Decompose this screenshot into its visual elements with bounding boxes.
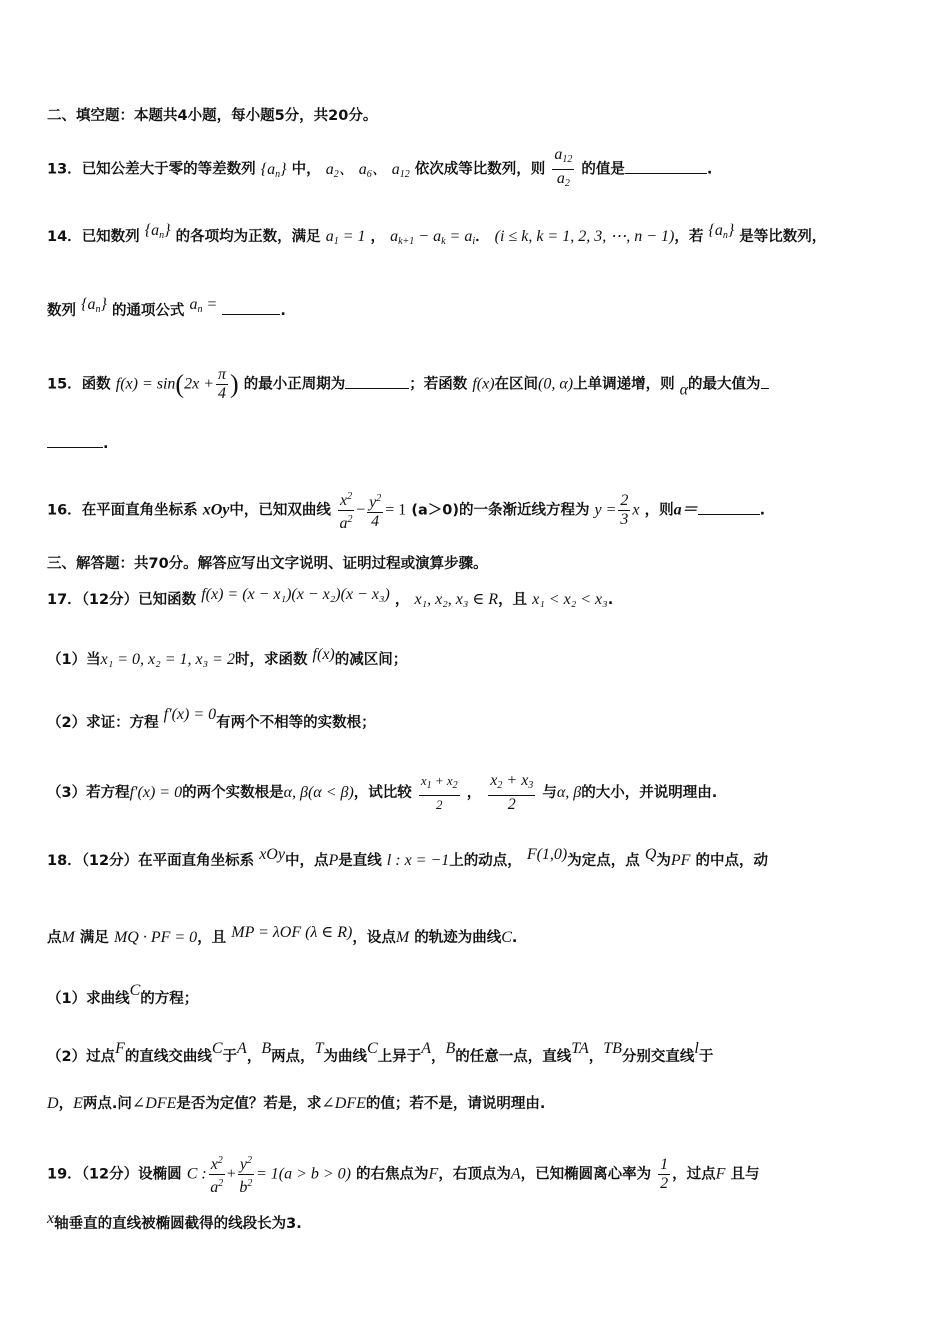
q18-text: 于: [698, 1049, 714, 1065]
q17-equation: f′(x) = 0: [163, 706, 217, 723]
q14-text: 已知数列: [81, 229, 140, 245]
q18-text: 的方程；: [140, 991, 199, 1007]
q17-text: 已知函数: [138, 592, 197, 608]
q18-angle: ∠DFE: [131, 1095, 177, 1112]
q15-text: 上单调递增，则: [573, 376, 675, 393]
q18-number: 18．: [47, 853, 82, 869]
q17-ab: α, β: [556, 784, 582, 801]
q18-text: （1）求曲线: [47, 991, 130, 1007]
q17-order: x₁ < x₂ < x₃: [532, 591, 608, 608]
q16-text: 中，已知双曲线: [229, 502, 331, 519]
q18-text: 分别交直线: [621, 1049, 695, 1065]
q18-text: 的中点，动: [695, 853, 768, 869]
q19-frac-x: $\frac{x^2}{a^2}$: [209, 1152, 225, 1197]
q16-frac-y: $\frac{y^2}{4}$: [367, 490, 383, 531]
q18-text: 中，点: [284, 853, 329, 869]
q19-text: ，右顶点为: [438, 1166, 511, 1183]
q18-text: 的轨迹为曲线: [414, 930, 502, 946]
answer-blank[interactable]: [761, 376, 769, 389]
question-14-cont: 数列 $\{a_n\}$ 的通项公式 $a_n$ = .: [47, 296, 286, 319]
q19-text: 设椭圆: [138, 1166, 182, 1183]
q19-number: 19．: [47, 1166, 82, 1183]
q17-text: 时，求函数: [234, 652, 308, 668]
question-13: 13．已知公差大于零的等差数列 $\{a_n\}$ 中， $a_2$、 $a_6$、 $a_{12}$ 依次成等比数列，则 $\frac{a_{12}}{a_2}$ 的值是 .: [47, 146, 712, 193]
q17-text: ，且: [498, 592, 528, 608]
q14-text: 是等比数列，: [739, 229, 827, 245]
q17-values: x₁ = 0, x₂ = 1, x₃ = 2: [100, 651, 235, 668]
question-18: 18．（12分）在平面直角坐标系 xOy中，点P是直线 l : x = −1上的动点， F(1,0)为定点，点 Q为PF 的中点，动: [47, 846, 768, 869]
q15-text: ；若函数: [409, 376, 468, 393]
q18-text: 在平面直角坐标系: [138, 853, 255, 869]
q18-text: 点: [47, 930, 62, 946]
q18-part-2: （2）过点F的直线交曲线C于A，B两点，T为曲线C上异于A，B的任意一点，直线TA，TB分别交直线l于: [47, 1040, 714, 1065]
q18-score: （12分）: [81, 853, 139, 869]
answer-blank[interactable]: [222, 302, 280, 315]
question-17: 17．（12分）已知函数 f(x) = (x − x₁)(x − x₂)(x − x₃) ， x₁, x₂, x₃ ∈ R，且 x₁ < x₂ < x₃.: [47, 586, 614, 608]
q17-text: 与: [542, 785, 557, 801]
q13-text: .: [706, 161, 713, 178]
section-2-heading: 二、填空题：本题共4小题，每小题5分，共20分。: [47, 108, 378, 124]
q19-frac-y: $\frac{y^2}{b^2}$: [238, 1152, 254, 1197]
question-15-cont: [47, 435, 109, 452]
q17-number: 17．: [47, 592, 82, 608]
q18-text: 满足: [79, 930, 109, 946]
q17-function: f(x) = (x − x₁)(x − x₂)(x − x₃): [201, 586, 390, 603]
q16-text: 在平面直角坐标系: [81, 502, 198, 519]
q18-part-1: （1）求曲线C的方程；: [47, 982, 199, 1007]
q16-xoy: xOy: [202, 501, 230, 519]
q18-text: ，且: [197, 930, 227, 946]
q15-fraction: $\frac{\pi}{4}$: [218, 366, 227, 402]
answer-blank[interactable]: [698, 502, 760, 515]
q18-F: F(1,0): [526, 846, 568, 863]
q17-part-3: （3）若方程f′(x) = 0的两个实数根是α, β(α < β)，试比较 $\frac{x_1 + x_2}{2}$ ， $\frac{x_2 + x_3}{2}$ 与α, β的大小，并说明理由.: [47, 772, 718, 813]
q18-xoy: xOy: [259, 846, 285, 863]
q19-score: （12分）: [81, 1166, 139, 1183]
q14-text: 数列: [47, 303, 76, 319]
q18-text: ，设点: [352, 930, 396, 946]
answer-blank[interactable]: [345, 376, 409, 389]
question-19-cont: x轴垂直的直线被椭圆截得的线段长为3.: [47, 1210, 302, 1232]
q17-text: 的大小，并说明理由.: [581, 785, 718, 801]
q19-text: 的右焦点为: [356, 1166, 429, 1183]
q16-a: a＝: [673, 501, 698, 519]
q17-part-2: [47, 706, 376, 732]
q14-text: .: [280, 303, 286, 319]
q18-text: 两点.问: [82, 1096, 132, 1112]
q18-text: 为定点，点: [567, 853, 640, 869]
q18-text: .: [511, 930, 518, 946]
q14-text: 的通项公式: [111, 303, 185, 319]
q13-text: 依次成等比数列，则: [414, 161, 546, 178]
answer-blank[interactable]: [625, 161, 707, 174]
q17-text: ，试比较: [353, 785, 412, 801]
q15-text: 的最大值为: [688, 376, 761, 393]
q18-text: 上异于: [377, 1049, 422, 1065]
q14-condition: (i ≤ k, k = 1, 2, 3, ⋯, n − 1): [494, 228, 675, 245]
q16-text: .: [759, 502, 766, 519]
q17-set: x₁, x₂, x₃ ∈ R: [414, 591, 499, 608]
q18-text: 的直线交曲线: [124, 1049, 212, 1065]
q17-part-1: （1）当x₁ = 0, x₂ = 1, x₃ = 2时，求函数 f(x)的减区间；: [47, 646, 408, 668]
q13-text: 中，: [291, 161, 321, 178]
q14-text: ，若: [674, 229, 704, 245]
q19-text: 且与: [730, 1166, 760, 1183]
q16-frac-x: $\frac{x^2}{a^2}$: [338, 488, 354, 533]
q15-text: .: [103, 436, 109, 452]
q13-number: 13．: [47, 161, 82, 178]
q17-frac-1: $\frac{x_1 + x_2}{2}$: [420, 773, 458, 812]
q15-text: 函数: [81, 376, 111, 393]
question-18-cont: 点M 满足 MQ · PF = 0，且 MP = λOF (λ ∈ R)，设点M 的轨迹为曲线C.: [47, 924, 518, 946]
q19-text: ，已知椭圆离心率为: [520, 1166, 652, 1183]
q15-text: 在区间: [494, 376, 539, 393]
q18-text: 为曲线: [323, 1049, 368, 1065]
q17-score: （12分）: [81, 592, 139, 608]
question-15: 15．函数 f(x) = sin(2x + $\frac{\pi}{4}$ ) 的最小正周期为 ；若函数 f(x)在区间(0, α)上单调递增，则 α的最大值为: [47, 366, 769, 403]
q14-text: 的各项均为正数，满足: [175, 229, 321, 245]
q14-number: 14．: [47, 229, 82, 245]
q18-text: 两点，: [271, 1049, 315, 1065]
q17-roots: α, β(α < β): [283, 784, 354, 801]
q13-text: 已知公差大于零的等差数列: [81, 161, 256, 178]
q18-text: 上的动点，: [449, 853, 522, 869]
q18-text: 是否为定值？若是，求: [176, 1096, 322, 1112]
q16-number: 16．: [47, 502, 82, 519]
q17-text: （3）若方程: [47, 785, 130, 801]
q18-condition-2: MP = λOF (λ ∈ R): [231, 924, 353, 941]
q17-text: 的两个实数根是: [182, 785, 284, 801]
q18-text: （2）过点: [47, 1049, 116, 1065]
q17-frac-2: $\frac{x_2 + x_3}{2}$: [490, 772, 534, 813]
q15-number: 15．: [47, 376, 82, 393]
q18-text: 是直线: [338, 853, 382, 869]
answer-blank[interactable]: [47, 435, 103, 448]
q17-text: 的减区间；: [334, 652, 408, 668]
q18-text: 为: [656, 853, 671, 869]
q19-text: ，过点: [672, 1166, 716, 1183]
q16-slope: $\frac{2}{3}$: [620, 492, 629, 528]
q17-text: （2）求证：方程: [47, 715, 159, 731]
q16-text: (a＞0)的一条渐近线方程为: [411, 502, 590, 519]
q17-text: （1）当: [47, 652, 101, 668]
q13-fraction: $\frac{a_{12}}{a_2}$: [554, 146, 573, 189]
q18-text: 于: [222, 1049, 238, 1065]
q18-line: l : x = −1: [386, 852, 450, 869]
q18-text: 的值；若不是，请说明理由.: [365, 1096, 546, 1112]
q18-part-2-cont: D，E两点.问∠DFE是否为定值？若是，求∠DFE的值；若不是，请说明理由.: [47, 1095, 546, 1112]
q17-equation: f′(x) = 0: [129, 784, 183, 801]
q19-eccentricity: $\frac{1}{2}$: [660, 1156, 669, 1192]
q18-condition-1: MQ · PF = 0: [113, 929, 198, 946]
q19-text: 轴垂直的直线被椭圆截得的线段长为3.: [54, 1216, 302, 1232]
q18-text: 的任意一点，直线: [455, 1049, 572, 1065]
question-16: 16．在平面直角坐标系 xOy中，已知双曲线 $\frac{x^2}{a^2}$ − $\frac{y^2}{4}$ = 1 (a＞0)的一条渐近线方程为 y = $\frac{2}{3}$ x ，则a＝ .: [47, 488, 765, 533]
section-3-heading: 三、解答题：共70分。解答应写出文字说明、证明过程或演算步骤。: [47, 556, 488, 572]
q15-text: 的最小正周期为: [243, 376, 346, 393]
q16-text: ，则: [644, 502, 674, 519]
q17-text: 有两个不相等的实数根；: [216, 715, 376, 731]
question-19: 19．（12分）设椭圆 C : $\frac{x^2}{a^2}$ + $\frac{y^2}{b^2}$ = 1(a > b > 0) 的右焦点为F，右顶点为A，已知椭圆离心率为 $\frac{1}{2}$ ，过点F 且与: [47, 1152, 760, 1197]
question-14: 14．已知数列 $\{a_n\}$ 的各项均为正数，满足 $a_1 = 1$ ， $a_{k+1} - a_k = a_i$． (i ≤ k, k = 1, 2, 3, ⋯, n − 1)，若 $\{a_n\}$ 是等比数列，: [47, 222, 827, 247]
q13-text: 的值是: [581, 161, 625, 178]
